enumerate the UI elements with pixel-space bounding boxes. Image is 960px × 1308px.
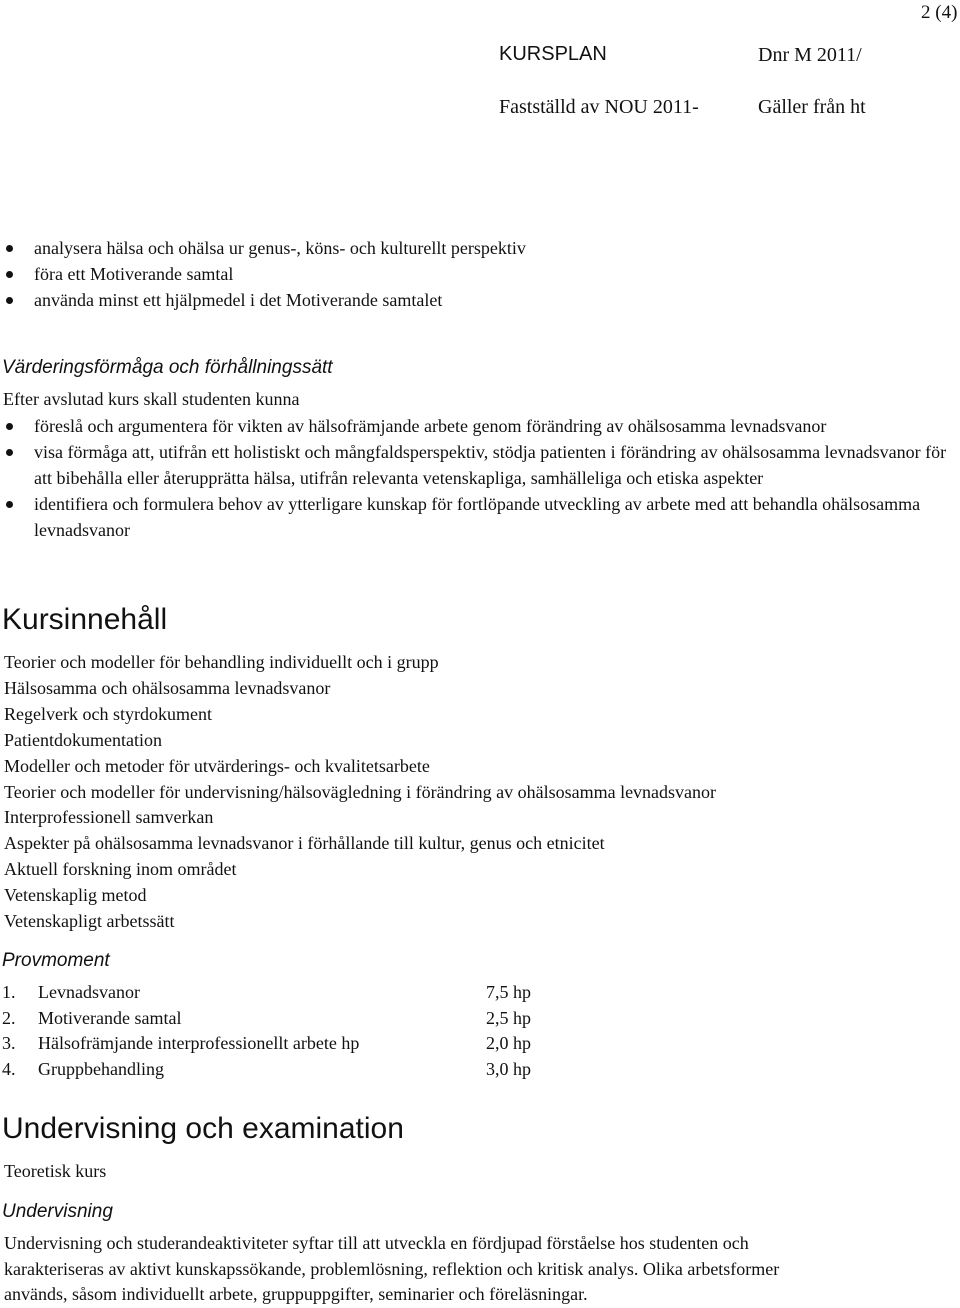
bullet-icon <box>6 423 13 430</box>
row-name: Motiverande samtal <box>38 1008 182 1028</box>
bullet-icon <box>6 501 13 508</box>
valid-from: Gäller från ht <box>758 96 866 118</box>
row-number: 1. <box>2 982 16 1002</box>
doc-type: KURSPLAN <box>499 43 607 65</box>
page-number: 2 (4) <box>921 2 958 23</box>
row-name: Levnadsvanor <box>38 982 140 1002</box>
dnr: Dnr M 2011/ <box>758 44 862 66</box>
list-item: Patientdokumentation <box>4 729 162 750</box>
bullet-icon <box>6 245 13 252</box>
list-item: föreslå och argumentera för vikten av hälsofrämjande arbete genom förändring av ohälsosamma levnadsvanor <box>0 413 958 439</box>
row-credits: 3,0 hp <box>486 1059 531 1079</box>
list-item: Vetenskapligt arbetssätt <box>4 911 175 932</box>
teaching-heading: Undervisning och examination <box>2 1112 404 1145</box>
values-heading: Värderingsförmåga och förhållningssätt <box>2 357 333 378</box>
teaching-paragraph-line: Undervisning och studerandeaktiviteter syftar till att utveckla en fördjupad förståelse hos studenten och <box>4 1233 749 1253</box>
list-item: föra ett Motiverande samtal <box>0 261 958 287</box>
teaching-subheading: Undervisning <box>2 1201 113 1222</box>
list-item: analysera hälsa och ohälsa ur genus-, köns- och kulturellt perspektiv <box>0 235 958 261</box>
teaching-paragraph-line: karakteriseras av aktivt kunskapssökande, problemlösning, reflektion och kritisk analys. Olika arbetsformer <box>4 1259 780 1279</box>
list-item: Teorier och modeller för behandling individuellt och i grupp <box>4 652 439 672</box>
list-item: Vetenskaplig metod <box>4 885 147 906</box>
row-name: Hälsofrämjande interprofessionellt arbete hp <box>38 1033 360 1053</box>
list-item: Teorier och modeller för undervisning/hälsovägledning i förändring av ohälsosamma levnadsvanor <box>4 781 717 802</box>
row-credits: 2,5 hp <box>486 1008 531 1028</box>
values-bullet-list <box>0 413 958 543</box>
row-number: 2. <box>2 1008 16 1028</box>
list-item: Interprofessionell samverkan <box>4 807 214 828</box>
content-list <box>4 650 716 935</box>
list-item: Modeller och metoder för utvärderings- och kvalitetsarbete <box>4 755 430 776</box>
bullet-icon <box>6 449 13 456</box>
list-item: visa förmåga att, utifrån ett holistiskt och mångfaldsperspektiv, stödja patienten i förändring av ohälsosamma levnadsvanor för att bibehålla eller återupprätta hälsa, utifrån relevanta vetenskapliga, samhälleliga och etiska aspekter <box>0 439 958 491</box>
bullet-icon <box>6 271 13 278</box>
list-item: använda minst ett hjälpmedel i det Motiverande samtalet <box>0 287 958 313</box>
intro-bullet-list <box>0 235 958 313</box>
provmoment-heading: Provmoment <box>2 950 110 971</box>
row-number: 3. <box>2 1033 16 1053</box>
teaching-paragraph-line: används, såsom individuellt arbete, gruppuppgifter, seminarier och föreläsningar. <box>4 1284 588 1304</box>
values-lead: Efter avslutad kurs skall studenten kunna <box>3 389 300 409</box>
list-item: Aspekter på ohälsosamma levnadsvanor i förhållande till kultur, genus och etnicitet <box>4 833 605 854</box>
bullet-icon <box>6 297 13 304</box>
row-credits: 2,0 hp <box>486 1033 531 1053</box>
course-type: Teoretisk kurs <box>4 1161 107 1181</box>
established: Fastställd av NOU 2011- <box>499 96 699 118</box>
row-name: Gruppbehandling <box>38 1059 164 1079</box>
content-heading: Kursinnehåll <box>2 603 168 636</box>
row-number: 4. <box>2 1059 16 1079</box>
list-item: Regelverk och styrdokument <box>4 703 212 724</box>
list-item: identifiera och formulera behov av ytterligare kunskap för fortlöpande utveckling av arbete med att behandla ohälsosamma levnadsvanor <box>0 491 958 543</box>
list-item: Aktuell forskning inom området <box>4 859 237 880</box>
row-credits: 7,5 hp <box>486 982 531 1002</box>
list-item: Hälsosamma och ohälsosamma levnadsvanor <box>4 677 331 698</box>
